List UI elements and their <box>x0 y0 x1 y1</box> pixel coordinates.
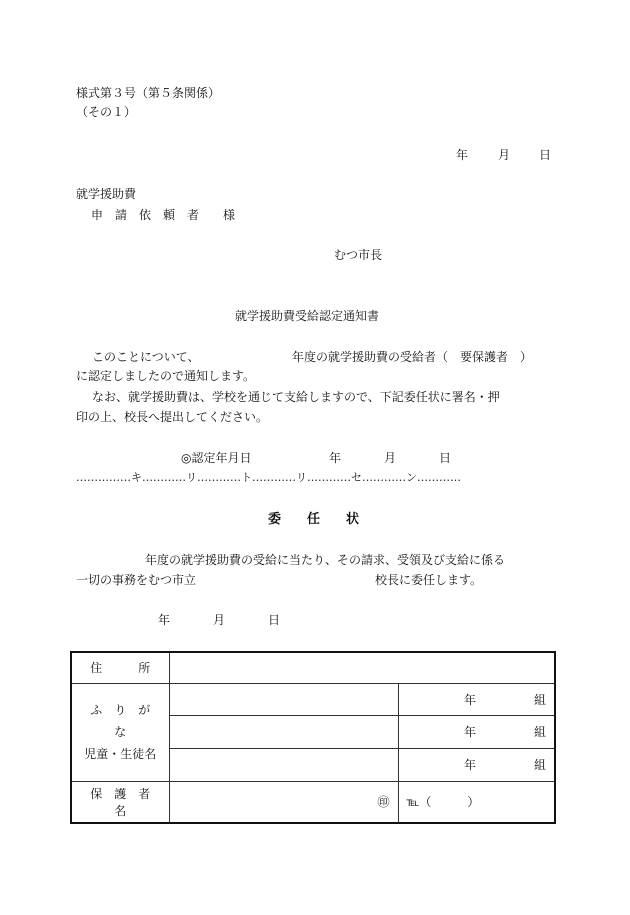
notice-p1-a: このことについて、 <box>92 350 200 364</box>
proxy-date-month: 月 <box>213 613 226 627</box>
seal-icon: ㊞ <box>377 795 390 810</box>
grade-kumi-1: 組 <box>533 692 546 707</box>
proxy-date-year: 年 <box>158 613 171 627</box>
issuer: むつ市長 <box>334 248 383 262</box>
tel-label: ℡（ ） <box>406 795 480 810</box>
address-input-cell[interactable] <box>169 652 555 683</box>
grade-nen-2: 年 <box>463 725 476 739</box>
grade-kumi-2: 組 <box>533 725 546 739</box>
proxy-form-table <box>70 651 556 824</box>
notice-p1-b: 年度の就学援助費の受給者（ 要保護者 ） <box>292 350 533 364</box>
notice-p2-a: なお、就学援助費は、学校を通じて支給しますので、下記委任状に署名・押 <box>92 390 500 404</box>
grade-cell-2[interactable] <box>398 715 555 748</box>
form-number: 様式第３号（第５条関係） <box>76 86 221 100</box>
address-row <box>71 652 555 683</box>
date-day: 日 <box>539 148 552 162</box>
grade-nen-3: 年 <box>463 758 476 772</box>
cut-line: ……………キ…………リ…………ト…………リ…………セ…………ン………… <box>76 471 461 484</box>
notice-p2-b: 印の上、校長へ提出してください。 <box>76 410 269 424</box>
certification-day: 日 <box>439 451 452 465</box>
child-name-input-1[interactable] <box>169 683 398 715</box>
child-label-cell <box>71 683 169 781</box>
tel-cell[interactable] <box>398 781 555 823</box>
grade-cell-1[interactable] <box>398 683 555 715</box>
form-sub-number: （その１） <box>76 105 137 119</box>
addressee-line2: 申 請 依 頼 者 様 <box>91 208 236 222</box>
proxy-date-day: 日 <box>268 613 281 627</box>
grade-nen-1: 年 <box>463 692 476 707</box>
proxy-p2-b: 校長に委任します。 <box>375 573 483 587</box>
certification-month: 月 <box>384 451 397 465</box>
furigana-label: ふ り が な <box>90 703 163 739</box>
address-label: 住 所 <box>71 652 169 683</box>
proxy-p1: 年度の就学援助費の受給に当たり、その請求、受領及び支給に係る <box>145 553 506 567</box>
addressee-line1: 就学援助費 <box>76 187 137 201</box>
grade-cell-3[interactable] <box>398 748 555 781</box>
child-row-1 <box>71 683 555 715</box>
proxy-title: 委 任 状 <box>268 512 360 527</box>
guardian-label: 保 護 者 名 <box>71 781 169 823</box>
certification-year: 年 <box>329 451 342 465</box>
guardian-name-input[interactable] <box>169 781 398 823</box>
certification-label: ◎認定年月日 <box>181 451 252 465</box>
date-month: 月 <box>498 148 511 162</box>
child-name-input-2[interactable] <box>169 715 398 748</box>
date-year: 年 <box>456 148 469 162</box>
notice-p1-c: に認定しましたので通知します。 <box>76 369 256 383</box>
grade-kumi-3: 組 <box>533 758 546 772</box>
proxy-p2-a: 一切の事務をむつ市立 <box>76 573 197 587</box>
child-name-label: 児童・生徒名 <box>84 747 157 761</box>
child-name-input-3[interactable] <box>169 748 398 781</box>
guardian-row <box>71 781 555 823</box>
notice-title: 就学援助費受給認定通知書 <box>235 309 380 323</box>
